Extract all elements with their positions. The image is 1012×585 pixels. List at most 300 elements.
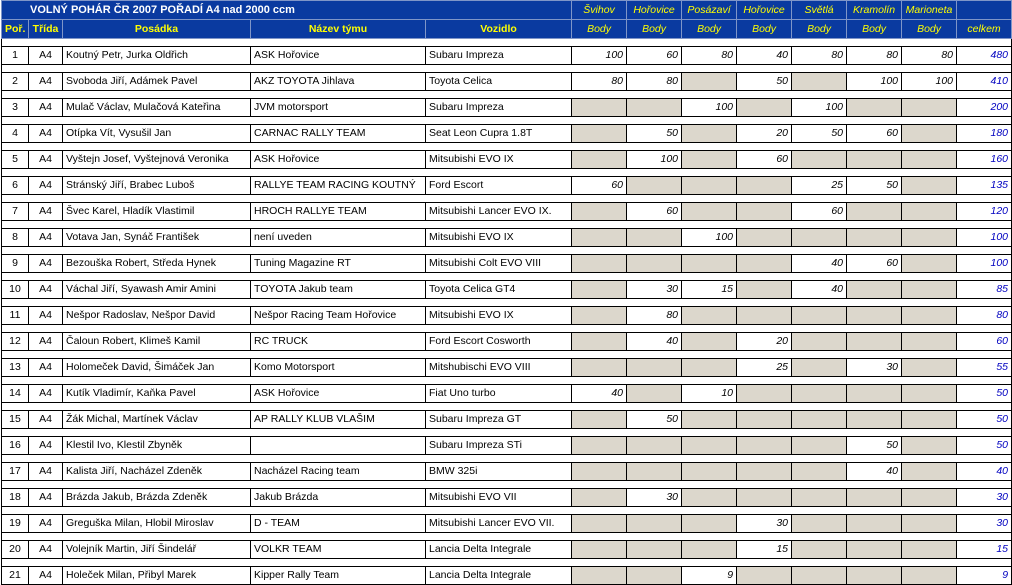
points-cell (792, 307, 847, 325)
table-row (2, 307, 1012, 325)
team-cell: TOYOTA Jakub team (251, 281, 426, 299)
points-cell: 10 (682, 385, 737, 403)
points-cell (792, 73, 847, 91)
points-cell (682, 489, 737, 507)
table-row (2, 73, 1012, 91)
points-cell: 40 (792, 255, 847, 273)
points-cell (792, 229, 847, 247)
points-cell: 60 (627, 47, 682, 65)
event-horovice-1: Hořovice (627, 1, 682, 20)
table-row (2, 385, 1012, 403)
points-cell (627, 385, 682, 403)
points-cell: 40 (847, 463, 902, 481)
col-crew: Posádka (63, 20, 251, 39)
points-cell: 60 (737, 151, 792, 169)
class-cell: A4 (29, 47, 63, 65)
crew-cell: Stránský Jiří, Brabec Luboš (63, 177, 251, 195)
points-cell (572, 463, 627, 481)
row-spacer-cell (2, 507, 1012, 515)
table-row (2, 437, 1012, 455)
points-cell (792, 151, 847, 169)
team-cell: ASK Hořovice (251, 151, 426, 169)
event-svetla: Světlá (792, 1, 847, 20)
points-cell (572, 125, 627, 143)
points-cell: 30 (847, 359, 902, 377)
crew-cell: Kutík Vladimír, Kaňka Pavel (63, 385, 251, 403)
points-cell: 30 (627, 489, 682, 507)
row-spacer-cell (2, 195, 1012, 203)
points-cell (902, 359, 957, 377)
points-cell (737, 255, 792, 273)
car-cell: Subaru Impreza GT (426, 411, 572, 429)
crew-cell: Bezouška Robert, Středa Hynek (63, 255, 251, 273)
total-cell: 80 (957, 307, 1012, 325)
points-cell (737, 229, 792, 247)
points-cell (847, 515, 902, 533)
col-points: Body (902, 20, 957, 39)
car-cell: BMW 325i (426, 463, 572, 481)
points-cell (572, 515, 627, 533)
class-cell: A4 (29, 281, 63, 299)
row-spacer-cell (2, 429, 1012, 437)
points-cell: 30 (627, 281, 682, 299)
col-rank: Poř. (2, 20, 29, 39)
points-cell (627, 99, 682, 117)
car-cell: Ford Escort Cosworth (426, 333, 572, 351)
rank-cell: 15 (2, 411, 29, 429)
col-total: celkem (957, 20, 1012, 39)
points-cell (792, 567, 847, 585)
points-cell (572, 203, 627, 221)
table-row (2, 541, 1012, 559)
class-cell: A4 (29, 359, 63, 377)
points-cell (627, 515, 682, 533)
class-cell: A4 (29, 177, 63, 195)
points-cell (902, 203, 957, 221)
crew-cell: Otípka Vít, Vysušil Jan (63, 125, 251, 143)
points-cell: 20 (737, 333, 792, 351)
points-cell (682, 255, 737, 273)
class-cell: A4 (29, 99, 63, 117)
car-cell: Mitshubischi EVO VIII (426, 359, 572, 377)
col-team: Název týmu (251, 20, 426, 39)
points-cell (902, 307, 957, 325)
rank-cell: 8 (2, 229, 29, 247)
points-cell: 80 (627, 73, 682, 91)
row-spacer-cell (2, 351, 1012, 359)
team-cell: RALLYE TEAM RACING KOUTNÝ (251, 177, 426, 195)
points-cell (902, 333, 957, 351)
col-points: Body (792, 20, 847, 39)
total-cell: 410 (957, 73, 1012, 91)
points-cell (737, 385, 792, 403)
points-cell (627, 541, 682, 559)
points-cell (902, 437, 957, 455)
car-cell: Ford Escort (426, 177, 572, 195)
points-cell: 100 (902, 73, 957, 91)
header-row-columns (2, 20, 1012, 39)
points-cell (682, 203, 737, 221)
points-cell (572, 281, 627, 299)
row-spacer (2, 507, 1012, 515)
points-cell: 100 (682, 99, 737, 117)
car-cell: Fiat Uno turbo (426, 385, 572, 403)
row-spacer-cell (2, 91, 1012, 99)
rank-cell: 10 (2, 281, 29, 299)
points-cell (792, 437, 847, 455)
rank-cell: 17 (2, 463, 29, 481)
row-spacer-cell (2, 455, 1012, 463)
col-points: Body (847, 20, 902, 39)
total-cell: 30 (957, 515, 1012, 533)
points-cell (682, 151, 737, 169)
points-cell (572, 489, 627, 507)
class-cell: A4 (29, 307, 63, 325)
team-cell: Jakub Brázda (251, 489, 426, 507)
points-cell (682, 463, 737, 481)
row-spacer-cell (2, 377, 1012, 385)
points-cell (737, 489, 792, 507)
points-cell: 80 (902, 47, 957, 65)
points-cell (847, 203, 902, 221)
points-cell: 20 (737, 125, 792, 143)
col-points: Body (737, 20, 792, 39)
points-cell (847, 281, 902, 299)
team-cell: RC TRUCK (251, 333, 426, 351)
total-cell: 100 (957, 255, 1012, 273)
points-cell (627, 177, 682, 195)
total-cell: 50 (957, 385, 1012, 403)
car-cell: Toyota Celica GT4 (426, 281, 572, 299)
total-cell: 135 (957, 177, 1012, 195)
points-cell (572, 151, 627, 169)
header-corner (957, 1, 1012, 20)
car-cell: Subaru Impreza (426, 47, 572, 65)
points-cell: 80 (847, 47, 902, 65)
total-cell: 180 (957, 125, 1012, 143)
points-cell (627, 437, 682, 455)
car-cell: Subaru Impreza STi (426, 437, 572, 455)
points-cell (847, 385, 902, 403)
points-cell (902, 151, 957, 169)
points-cell (737, 307, 792, 325)
points-cell: 50 (627, 125, 682, 143)
points-cell: 50 (792, 125, 847, 143)
points-cell (737, 437, 792, 455)
points-cell: 9 (682, 567, 737, 585)
points-cell: 100 (847, 73, 902, 91)
total-cell: 50 (957, 437, 1012, 455)
car-cell: Mitsubishi EVO IX (426, 229, 572, 247)
rank-cell: 14 (2, 385, 29, 403)
points-cell: 40 (572, 385, 627, 403)
points-cell (572, 437, 627, 455)
points-cell (737, 567, 792, 585)
crew-cell: Holomeček David, Šimáček Jan (63, 359, 251, 377)
team-cell: AP RALLY KLUB VLAŠIM (251, 411, 426, 429)
total-cell: 480 (957, 47, 1012, 65)
points-cell (792, 359, 847, 377)
team-cell: Kipper Rally Team (251, 567, 426, 585)
class-cell: A4 (29, 151, 63, 169)
rank-cell: 12 (2, 333, 29, 351)
total-cell: 50 (957, 411, 1012, 429)
table-row (2, 177, 1012, 195)
crew-cell: Volejník Martin, Jiří Šindelář (63, 541, 251, 559)
points-cell (902, 515, 957, 533)
points-cell (682, 515, 737, 533)
points-cell (902, 229, 957, 247)
row-spacer (2, 221, 1012, 229)
class-cell: A4 (29, 541, 63, 559)
points-cell (902, 99, 957, 117)
row-spacer (2, 65, 1012, 73)
rank-cell: 13 (2, 359, 29, 377)
points-cell (847, 229, 902, 247)
crew-cell: Váchal Jiří, Syawash Amir Amini (63, 281, 251, 299)
table-row (2, 515, 1012, 533)
event-marioneta: Marioneta (902, 1, 957, 20)
points-cell (737, 177, 792, 195)
col-class: Třída (29, 20, 63, 39)
event-kramolin: Kramolín (847, 1, 902, 20)
table-row (2, 489, 1012, 507)
total-cell: 85 (957, 281, 1012, 299)
team-cell: Komo Motorsport (251, 359, 426, 377)
points-cell (902, 489, 957, 507)
row-spacer (2, 351, 1012, 359)
row-spacer (2, 169, 1012, 177)
car-cell: Toyota Celica (426, 73, 572, 91)
table-row (2, 125, 1012, 143)
class-cell: A4 (29, 73, 63, 91)
points-cell (682, 73, 737, 91)
rank-cell: 20 (2, 541, 29, 559)
crew-cell: Žák Michal, Martínek Václav (63, 411, 251, 429)
points-cell (847, 541, 902, 559)
table-row (2, 567, 1012, 585)
car-cell: Seat Leon Cupra 1.8T (426, 125, 572, 143)
points-cell (847, 489, 902, 507)
points-cell (792, 333, 847, 351)
points-cell: 60 (792, 203, 847, 221)
points-cell: 80 (572, 73, 627, 91)
total-cell: 200 (957, 99, 1012, 117)
row-spacer (2, 429, 1012, 437)
team-cell: HROCH RALLYE TEAM (251, 203, 426, 221)
class-cell: A4 (29, 125, 63, 143)
car-cell: Mitsubishi Colt EVO VIII (426, 255, 572, 273)
total-cell: 40 (957, 463, 1012, 481)
row-spacer-cell (2, 143, 1012, 151)
points-cell (682, 541, 737, 559)
table-row (2, 229, 1012, 247)
rank-cell: 4 (2, 125, 29, 143)
points-cell (847, 411, 902, 429)
points-cell (737, 463, 792, 481)
car-cell: Mitsubishi Lancer EVO VII. (426, 515, 572, 533)
class-cell: A4 (29, 411, 63, 429)
points-cell (902, 177, 957, 195)
total-cell: 160 (957, 151, 1012, 169)
event-posazavi: Posázaví (682, 1, 737, 20)
points-cell (682, 307, 737, 325)
points-cell (902, 567, 957, 585)
row-spacer (2, 39, 1012, 47)
total-cell: 100 (957, 229, 1012, 247)
points-cell: 60 (627, 203, 682, 221)
row-spacer-cell (2, 481, 1012, 489)
row-spacer (2, 299, 1012, 307)
table-row (2, 463, 1012, 481)
car-cell: Mitsubishi EVO IX (426, 151, 572, 169)
points-cell: 100 (792, 99, 847, 117)
row-spacer-cell (2, 39, 1012, 47)
table-row (2, 99, 1012, 117)
points-cell (792, 411, 847, 429)
class-cell: A4 (29, 437, 63, 455)
points-cell: 40 (627, 333, 682, 351)
crew-cell: Mulač Václav, Mulačová Kateřina (63, 99, 251, 117)
rank-cell: 7 (2, 203, 29, 221)
rank-cell: 5 (2, 151, 29, 169)
crew-cell: Holeček Milan, Přibyl Marek (63, 567, 251, 585)
points-cell: 25 (737, 359, 792, 377)
points-cell (847, 151, 902, 169)
team-cell: ASK Hořovice (251, 47, 426, 65)
table-row (2, 411, 1012, 429)
row-spacer-cell (2, 65, 1012, 73)
row-spacer-cell (2, 325, 1012, 333)
table-row (2, 47, 1012, 65)
points-cell (847, 307, 902, 325)
row-spacer (2, 91, 1012, 99)
row-spacer (2, 247, 1012, 255)
team-cell: VOLKR TEAM (251, 541, 426, 559)
points-cell: 100 (627, 151, 682, 169)
rank-cell: 21 (2, 567, 29, 585)
points-cell (572, 255, 627, 273)
points-cell: 50 (847, 177, 902, 195)
points-cell (682, 125, 737, 143)
class-cell: A4 (29, 203, 63, 221)
table-row (2, 151, 1012, 169)
points-cell: 50 (627, 411, 682, 429)
rank-cell: 3 (2, 99, 29, 117)
col-car: Vozidlo (426, 20, 572, 39)
row-spacer (2, 481, 1012, 489)
header-row-events (2, 1, 1012, 20)
points-cell (572, 229, 627, 247)
points-cell (572, 541, 627, 559)
crew-cell: Svoboda Jiří, Adámek Pavel (63, 73, 251, 91)
points-cell (902, 281, 957, 299)
team-cell: Nešpor Racing Team Hořovice (251, 307, 426, 325)
points-cell (902, 463, 957, 481)
row-spacer (2, 195, 1012, 203)
class-cell: A4 (29, 515, 63, 533)
crew-cell: Greguška Milan, Hlobil Miroslav (63, 515, 251, 533)
row-spacer-cell (2, 533, 1012, 541)
class-cell: A4 (29, 567, 63, 585)
points-cell (737, 99, 792, 117)
points-cell (737, 411, 792, 429)
rank-cell: 11 (2, 307, 29, 325)
row-spacer (2, 377, 1012, 385)
row-spacer-cell (2, 221, 1012, 229)
row-spacer-cell (2, 403, 1012, 411)
points-cell (792, 489, 847, 507)
total-cell: 55 (957, 359, 1012, 377)
results-table (1, 0, 1012, 585)
points-cell (572, 567, 627, 585)
row-spacer (2, 273, 1012, 281)
points-cell: 80 (627, 307, 682, 325)
points-cell: 15 (737, 541, 792, 559)
crew-cell: Čaloun Robert, Klimeš Kamil (63, 333, 251, 351)
rank-cell: 18 (2, 489, 29, 507)
crew-cell: Brázda Jakub, Brázda Zdeněk (63, 489, 251, 507)
table-row (2, 203, 1012, 221)
points-cell (572, 99, 627, 117)
total-cell: 9 (957, 567, 1012, 585)
rank-cell: 1 (2, 47, 29, 65)
table-row (2, 255, 1012, 273)
rank-cell: 9 (2, 255, 29, 273)
points-cell: 40 (792, 281, 847, 299)
points-cell (627, 229, 682, 247)
points-cell (627, 463, 682, 481)
car-cell: Mitsubishi EVO IX (426, 307, 572, 325)
row-spacer-cell (2, 273, 1012, 281)
crew-cell: Nešpor Radoslav, Nešpor David (63, 307, 251, 325)
row-spacer (2, 403, 1012, 411)
points-cell: 50 (737, 73, 792, 91)
points-cell: 15 (682, 281, 737, 299)
col-points: Body (627, 20, 682, 39)
points-cell: 80 (792, 47, 847, 65)
row-spacer (2, 455, 1012, 463)
car-cell: Lancia Delta Integrale (426, 541, 572, 559)
points-cell (847, 567, 902, 585)
crew-cell: Koutný Petr, Jurka Oldřich (63, 47, 251, 65)
points-cell (682, 333, 737, 351)
class-cell: A4 (29, 255, 63, 273)
total-cell: 15 (957, 541, 1012, 559)
points-cell (737, 281, 792, 299)
total-cell: 120 (957, 203, 1012, 221)
row-spacer (2, 325, 1012, 333)
crew-cell: Švec Karel, Hladík Vlastimil (63, 203, 251, 221)
team-cell: Tuning Magazine RT (251, 255, 426, 273)
class-cell: A4 (29, 333, 63, 351)
row-spacer (2, 559, 1012, 567)
class-cell: A4 (29, 385, 63, 403)
crew-cell: Vyštejn Josef, Vyštejnová Veronika (63, 151, 251, 169)
total-cell: 60 (957, 333, 1012, 351)
row-spacer-cell (2, 169, 1012, 177)
page-title: VOLNÝ POHÁR ČR 2007 POŘADÍ A4 nad 2000 ccm (2, 1, 572, 20)
points-cell (627, 359, 682, 377)
points-cell (792, 541, 847, 559)
points-cell: 60 (847, 125, 902, 143)
row-spacer-cell (2, 247, 1012, 255)
total-cell: 30 (957, 489, 1012, 507)
points-cell (572, 333, 627, 351)
points-cell (627, 567, 682, 585)
car-cell: Lancia Delta Integrale (426, 567, 572, 585)
points-cell (902, 411, 957, 429)
